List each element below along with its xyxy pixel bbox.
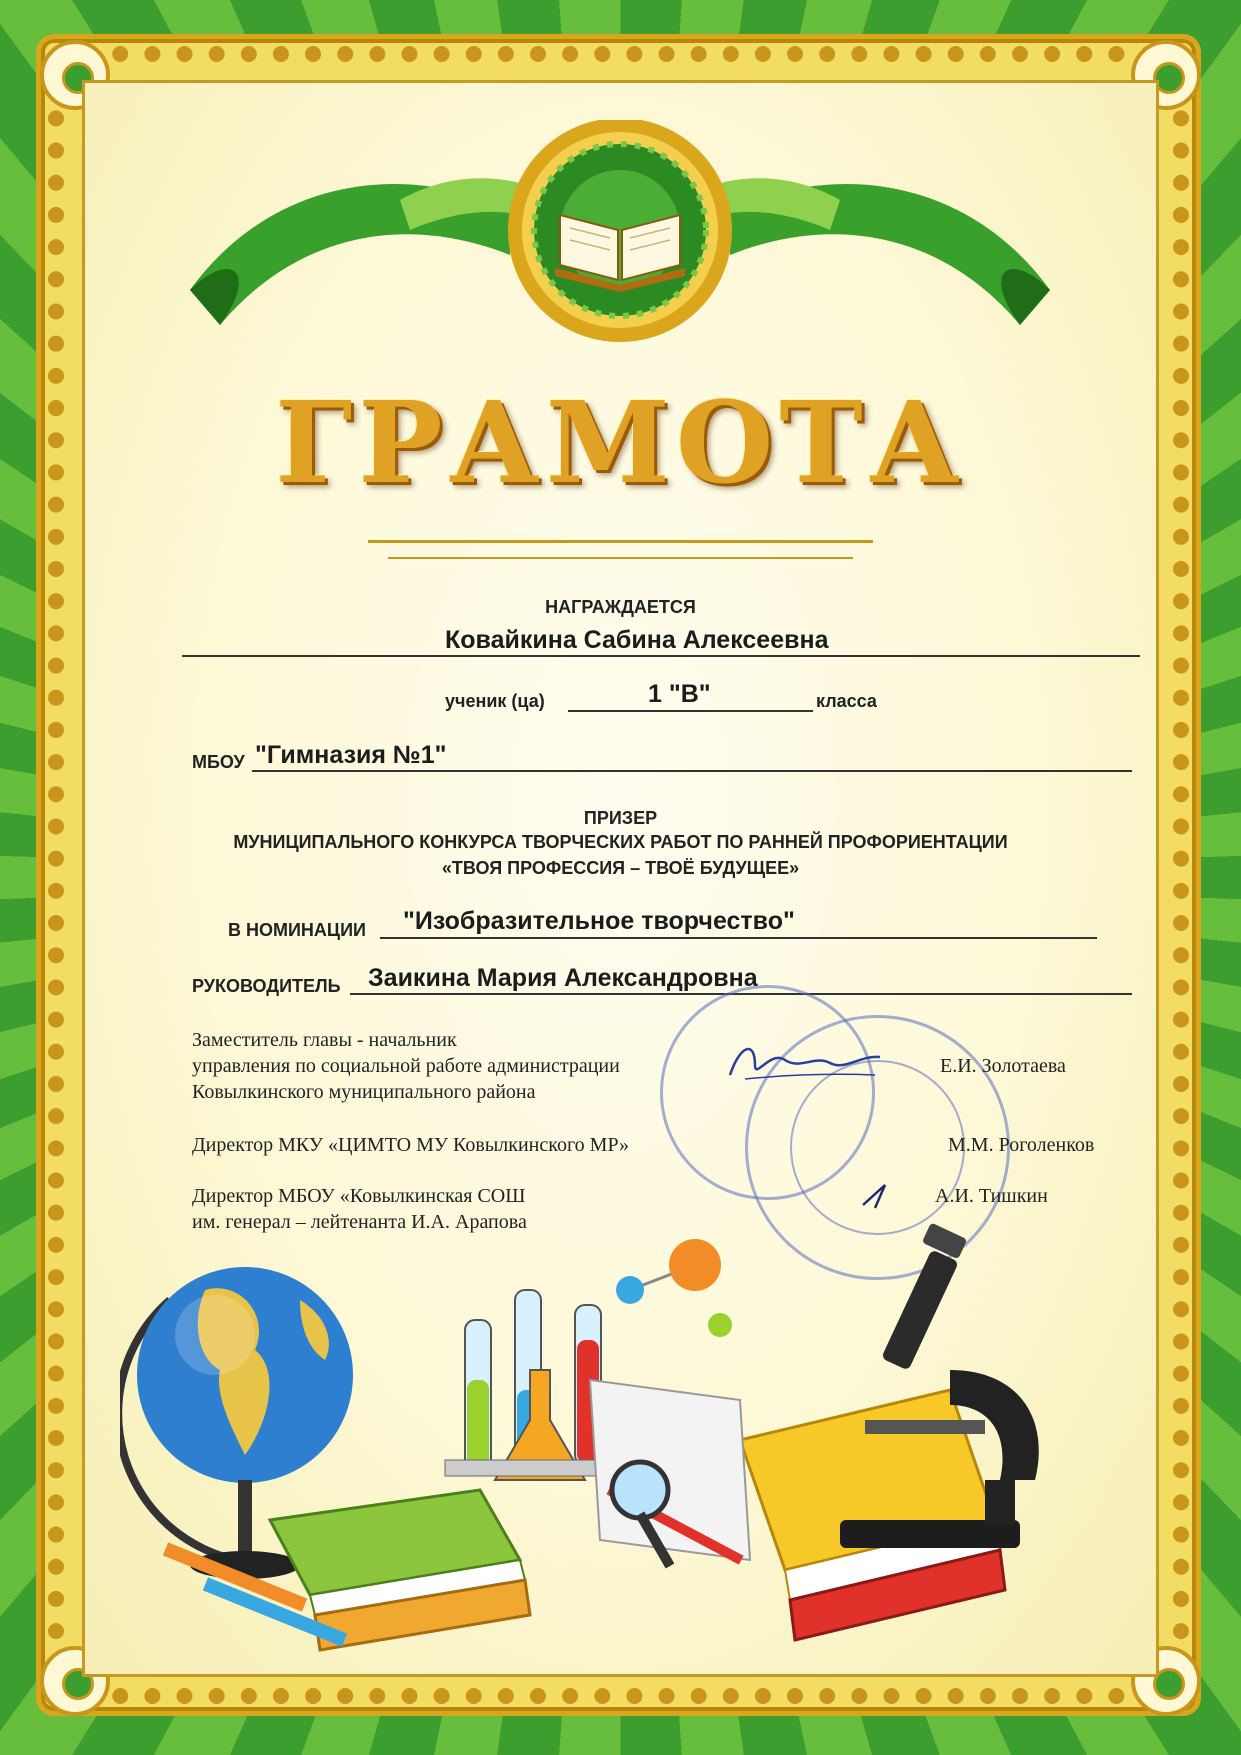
signatory-1-position (192, 1027, 620, 1105)
student-label: ученик (ца) (445, 691, 545, 711)
emblem-with-ribbon (150, 120, 1090, 360)
signature-scribble (725, 1035, 885, 1090)
school-value: "Гимназия №1" (255, 741, 447, 769)
awarded-label: НАГРАЖДАЕТСЯ (545, 597, 696, 617)
signatory-1-position-line-1: Заместитель главы - начальник (192, 1029, 457, 1051)
signatory-1-name: Е.И. Золотаева (940, 1055, 1066, 1077)
contest-line-2: «ТВОЯ ПРОФЕССИЯ – ТВОЁ БУДУЩЕЕ» (441, 858, 800, 878)
supervisor-label: РУКОВОДИТЕЛЬ (192, 976, 341, 996)
recipient-underline (182, 655, 1140, 657)
title-underline (368, 540, 873, 543)
molecule-icon (616, 1239, 732, 1337)
nomination-value: "Изобразительное творчество" (403, 907, 795, 935)
school-illustration (120, 1220, 1120, 1680)
signatory-1-position-line-2: управления по социальной работе администрации (192, 1055, 620, 1077)
certificate-title: ГРАМОТА (275, 378, 966, 509)
contest-line-1: МУНИЦИПАЛЬНОГО КОНКУРСА ТВОРЧЕСКИХ РАБОТ ПО РАННЕЙ ПРОФОРИЕНТАЦИИ (233, 832, 1008, 852)
school-label: МБОУ (192, 752, 245, 772)
recipient-name: Ковайкина Сабина Алексеевна (445, 626, 829, 654)
signatory-3-name: А.И. Тишкин (935, 1185, 1048, 1207)
nomination-label: В НОМИНАЦИИ (228, 920, 366, 940)
signatory-2-name: М.М. Роголенков (948, 1134, 1095, 1156)
signatory-3-position-line-1: Директор МБОУ «Ковылкинская СОШ (192, 1185, 526, 1207)
class-underline (568, 710, 813, 712)
signatory-1-position-line-3: Ковылкинского муниципального района (192, 1081, 536, 1103)
signature-mark (860, 1180, 900, 1210)
signatory-2-position: Директор МКУ «ЦИМТО МУ Ковылкинского МР» (192, 1134, 630, 1156)
emblem-medallion (508, 120, 732, 342)
signatory-3-position-line-2: им. генерал – лейтенанта И.А. Арапова (192, 1211, 527, 1233)
nomination-underline (380, 937, 1097, 939)
supervisor-value: Заикина Мария Александровна (368, 964, 758, 992)
school-underline (252, 770, 1132, 772)
class-value: 1 "В" (648, 680, 711, 708)
class-label: класса (816, 691, 877, 711)
title-underline (388, 557, 853, 559)
place-label: ПРИЗЕР (583, 808, 658, 828)
